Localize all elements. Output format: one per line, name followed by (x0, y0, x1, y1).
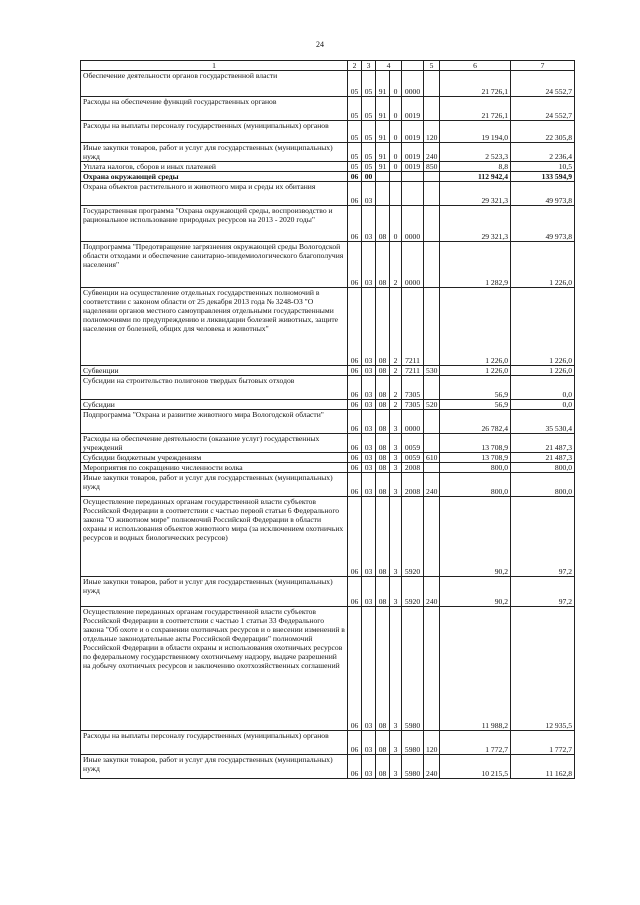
amount-year-2: 35 530,4 (511, 410, 575, 434)
subsection-code: 03 (362, 453, 376, 463)
row-name: Субсидии бюджетным учреждениям (81, 453, 348, 463)
expense-type-code: 240 (424, 577, 440, 607)
section-code: 06 (348, 497, 362, 577)
expense-type-code: 240 (424, 755, 440, 779)
amount-year-2: 21 487,3 (511, 453, 575, 463)
subprogram-code: 2 (390, 242, 402, 288)
expense-type-code (424, 434, 440, 453)
amount-year-1: 8,8 (440, 162, 511, 172)
direction-code (402, 182, 424, 206)
subsection-code: 03 (362, 288, 376, 366)
subsection-code: 03 (362, 400, 376, 410)
subprogram-code: 3 (390, 731, 402, 755)
expense-type-code (424, 497, 440, 577)
row-name: Субвенции на осуществление отдельных государственных полномочий в соответствии с законом области от 25 декабря 2013 года № 3248-ОЗ "О наделении органов местного самоуправления отдельными государственными полномочиями по предупреждению и ликвидации болезней животных, защите населения от болезней, общих для человека и животных" (81, 288, 348, 366)
section-code: 06 (348, 607, 362, 731)
row-name: Субвенции (81, 366, 348, 376)
amount-year-1: 21 726,1 (440, 97, 511, 121)
amount-year-2: 49 973,8 (511, 182, 575, 206)
section-code: 05 (348, 97, 362, 121)
subprogram-code: 2 (390, 376, 402, 400)
direction-code: 5980 (402, 731, 424, 755)
section-code: 06 (348, 463, 362, 473)
program-code: 08 (376, 288, 390, 366)
section-code: 06 (348, 453, 362, 463)
program-code: 08 (376, 453, 390, 463)
program-code (376, 172, 390, 182)
amount-year-1: 90,2 (440, 577, 511, 607)
direction-code: 0000 (402, 71, 424, 97)
row-name: Иные закупки товаров, работ и услуг для государственных (муниципальных) нужд (81, 755, 348, 779)
header-cell: 1 (81, 61, 348, 71)
section-code: 06 (348, 366, 362, 376)
row-name: Расходы на обеспечение деятельности (оказание услуг) государственных учреждений (81, 434, 348, 453)
direction-code: 0019 (402, 97, 424, 121)
row-name: Обеспечение деятельности органов государственной власти (81, 71, 348, 97)
expense-type-code: 120 (424, 731, 440, 755)
program-code: 91 (376, 71, 390, 97)
table-row (81, 162, 575, 172)
direction-code: 2008 (402, 473, 424, 497)
amount-year-2: 97,2 (511, 577, 575, 607)
amount-year-1: 56,9 (440, 400, 511, 410)
table-row (81, 434, 575, 453)
header-cell: 5 (424, 61, 440, 71)
direction-code: 7305 (402, 400, 424, 410)
subprogram-code: 3 (390, 434, 402, 453)
program-code: 08 (376, 497, 390, 577)
section-code: 06 (348, 376, 362, 400)
row-name: Мероприятия по сокращению численности волка (81, 463, 348, 473)
row-name: Охрана окружающей среды (81, 172, 348, 182)
subprogram-code: 2 (390, 288, 402, 366)
direction-code: 0019 (402, 143, 424, 162)
amount-year-2: 1 226,0 (511, 288, 575, 366)
subsection-code: 05 (362, 121, 376, 143)
expense-type-code: 530 (424, 366, 440, 376)
amount-year-2: 49 973,8 (511, 206, 575, 242)
amount-year-1: 1 226,0 (440, 288, 511, 366)
row-name: Подпрограмма "Предотвращение загрязнения окружающей среды Вологодской области отходами и обеспечение санитарно-эпидемиологического благополучия населения" (81, 242, 348, 288)
subsection-code: 03 (362, 242, 376, 288)
table-row (81, 577, 575, 607)
subprogram-code: 3 (390, 473, 402, 497)
amount-year-2: 800,0 (511, 473, 575, 497)
table-row (81, 463, 575, 473)
table-row (81, 143, 575, 162)
section-code: 05 (348, 71, 362, 97)
section-code: 06 (348, 206, 362, 242)
section-code: 05 (348, 143, 362, 162)
direction-code: 0059 (402, 453, 424, 463)
direction-code: 5920 (402, 497, 424, 577)
section-code: 06 (348, 755, 362, 779)
direction-code: 7211 (402, 288, 424, 366)
amount-year-2: 1 226,0 (511, 366, 575, 376)
program-code: 08 (376, 376, 390, 400)
row-name: Осуществление переданных органам государственной власти субъектов Российской Федерации в соответствии с частью 1 статьи 33 Федерального закона "Об охоте и о сохранении охотничьих ресурсов и о внесении изменений в отдельные законодательные акты Российской Федерации" полномочий Российской Федерации в области охраны и использования охотничьих ресурсов по федеральному государственному охотничьему надзору, выдаче разрешений на добычу охотничьих ресурсов и заключению охотхозяйственных соглашений (81, 607, 348, 731)
program-code: 08 (376, 242, 390, 288)
direction-code: 5980 (402, 607, 424, 731)
expense-type-code: 520 (424, 400, 440, 410)
subsection-code: 03 (362, 731, 376, 755)
subprogram-code: 3 (390, 463, 402, 473)
expense-type-code (424, 288, 440, 366)
subsection-code: 03 (362, 577, 376, 607)
direction-code: 0019 (402, 162, 424, 172)
table-row (81, 71, 575, 97)
amount-year-1: 56,9 (440, 376, 511, 400)
row-name: Осуществление переданных органам государственной власти субъектов Российской Федерации в соответствии с частью первой статьи 6 Федерального закона "О животном мире" полномочий Российской Федерации в области охраны и использования объектов животного мира (за исключением охотничьих ресурсов и водных биологических ресурсов) (81, 497, 348, 577)
expense-type-code (424, 172, 440, 182)
subprogram-code: 3 (390, 607, 402, 731)
header-cell: 3 (362, 61, 376, 71)
subprogram-code: 3 (390, 577, 402, 607)
amount-year-2: 1 772,7 (511, 731, 575, 755)
row-name: Уплата налогов, сборов и иных платежей (81, 162, 348, 172)
amount-year-1: 11 988,2 (440, 607, 511, 731)
program-code: 08 (376, 400, 390, 410)
direction-code: 5920 (402, 577, 424, 607)
expense-type-code (424, 182, 440, 206)
amount-year-2: 0,0 (511, 400, 575, 410)
program-code: 08 (376, 434, 390, 453)
amount-year-1: 19 194,0 (440, 121, 511, 143)
expense-type-code (424, 242, 440, 288)
amount-year-1: 2 523,3 (440, 143, 511, 162)
amount-year-2: 2 236,4 (511, 143, 575, 162)
subsection-code: 05 (362, 143, 376, 162)
subsection-code: 00 (362, 172, 376, 182)
subsection-code: 03 (362, 206, 376, 242)
budget-table (80, 60, 575, 779)
amount-year-2: 133 594,9 (511, 172, 575, 182)
amount-year-1: 26 782,4 (440, 410, 511, 434)
row-name: Иные закупки товаров, работ и услуг для государственных (муниципальных) нужд (81, 473, 348, 497)
table-row (81, 376, 575, 400)
subprogram-code: 0 (390, 97, 402, 121)
subprogram-code: 0 (390, 162, 402, 172)
table-row (81, 453, 575, 463)
program-code: 08 (376, 731, 390, 755)
program-code: 08 (376, 755, 390, 779)
amount-year-1: 1 772,7 (440, 731, 511, 755)
expense-type-code: 240 (424, 143, 440, 162)
expense-type-code: 610 (424, 453, 440, 463)
direction-code: 5980 (402, 755, 424, 779)
section-code: 06 (348, 400, 362, 410)
amount-year-2: 800,0 (511, 463, 575, 473)
amount-year-2: 22 305,8 (511, 121, 575, 143)
amount-year-1: 90,2 (440, 497, 511, 577)
amount-year-1: 29 321,3 (440, 182, 511, 206)
row-name: Государственная программа "Охрана окружающей среды, воспроизводство и рациональное использование природных ресурсов на 2013 - 2020 годы" (81, 206, 348, 242)
subsection-code: 05 (362, 162, 376, 172)
table-row (81, 366, 575, 376)
amount-year-2: 24 552,7 (511, 97, 575, 121)
amount-year-2: 24 552,7 (511, 71, 575, 97)
program-code: 08 (376, 607, 390, 731)
subsection-code: 03 (362, 182, 376, 206)
amount-year-2: 10,5 (511, 162, 575, 172)
subsection-code: 03 (362, 473, 376, 497)
amount-year-1: 13 708,9 (440, 434, 511, 453)
table-row (81, 410, 575, 434)
program-code: 08 (376, 206, 390, 242)
direction-code: 0059 (402, 434, 424, 453)
subsection-code: 03 (362, 755, 376, 779)
direction-code: 0000 (402, 410, 424, 434)
subprogram-code: 0 (390, 143, 402, 162)
amount-year-2: 11 162,8 (511, 755, 575, 779)
subprogram-code: 3 (390, 755, 402, 779)
direction-code: 0019 (402, 121, 424, 143)
amount-year-1: 10 215,5 (440, 755, 511, 779)
amount-year-1: 21 726,1 (440, 71, 511, 97)
expense-type-code: 120 (424, 121, 440, 143)
row-name: Субсидии (81, 400, 348, 410)
row-name: Подпрограмма "Охрана и развитие животного мира Вологодской области" (81, 410, 348, 434)
subsection-code: 05 (362, 71, 376, 97)
table-row (81, 607, 575, 731)
subprogram-code (390, 172, 402, 182)
table-row (81, 121, 575, 143)
row-name: Иные закупки товаров, работ и услуг для государственных (муниципальных) нужд (81, 577, 348, 607)
table-row (81, 755, 575, 779)
subsection-code: 05 (362, 97, 376, 121)
header-cell: 6 (440, 61, 511, 71)
program-code: 91 (376, 121, 390, 143)
program-code: 91 (376, 143, 390, 162)
program-code: 91 (376, 162, 390, 172)
table-row (81, 182, 575, 206)
amount-year-2: 21 487,3 (511, 434, 575, 453)
subprogram-code (390, 182, 402, 206)
program-code: 08 (376, 410, 390, 434)
subsection-code: 03 (362, 376, 376, 400)
section-code: 06 (348, 410, 362, 434)
subprogram-code: 2 (390, 400, 402, 410)
header-row (81, 61, 575, 71)
subprogram-code: 0 (390, 206, 402, 242)
expense-type-code: 240 (424, 473, 440, 497)
program-code: 91 (376, 97, 390, 121)
row-name: Субсидии на строительство полигонов твердых бытовых отходов (81, 376, 348, 400)
header-cell (402, 61, 424, 71)
row-name: Расходы на выплаты персоналу государственных (муниципальных) органов (81, 731, 348, 755)
section-code: 06 (348, 473, 362, 497)
expense-type-code (424, 607, 440, 731)
table-row (81, 242, 575, 288)
program-code: 08 (376, 473, 390, 497)
amount-year-1: 800,0 (440, 473, 511, 497)
direction-code: 7211 (402, 366, 424, 376)
row-name: Охрана объектов растительного и животного мира и среды их обитания (81, 182, 348, 206)
table-row (81, 400, 575, 410)
amount-year-2: 1 226,0 (511, 242, 575, 288)
expense-type-code (424, 71, 440, 97)
section-code: 06 (348, 182, 362, 206)
expense-type-code (424, 97, 440, 121)
subsection-code: 03 (362, 434, 376, 453)
row-name: Иные закупки товаров, работ и услуг для государственных (муниципальных) нужд (81, 143, 348, 162)
section-code: 06 (348, 577, 362, 607)
amount-year-1: 112 942,4 (440, 172, 511, 182)
direction-code: 7305 (402, 376, 424, 400)
table-row (81, 172, 575, 182)
section-code: 06 (348, 731, 362, 755)
section-code: 06 (348, 242, 362, 288)
amount-year-1: 29 321,3 (440, 206, 511, 242)
table-row (81, 731, 575, 755)
expense-type-code: 850 (424, 162, 440, 172)
program-code: 08 (376, 577, 390, 607)
table-row (81, 206, 575, 242)
section-code: 05 (348, 162, 362, 172)
direction-code: 0000 (402, 242, 424, 288)
row-name: Расходы на выплаты персоналу государственных (муниципальных) органов (81, 121, 348, 143)
program-code (376, 182, 390, 206)
amount-year-2: 97,2 (511, 497, 575, 577)
row-name: Расходы на обеспечение функций государственных органов (81, 97, 348, 121)
amount-year-1: 1 282,9 (440, 242, 511, 288)
expense-type-code (424, 206, 440, 242)
subprogram-code: 3 (390, 497, 402, 577)
program-code: 08 (376, 463, 390, 473)
subsection-code: 03 (362, 497, 376, 577)
amount-year-2: 12 935,5 (511, 607, 575, 731)
header-cell: 2 (348, 61, 362, 71)
expense-type-code (424, 463, 440, 473)
subprogram-code: 0 (390, 71, 402, 97)
table-row (81, 497, 575, 577)
program-code: 08 (376, 366, 390, 376)
direction-code: 0000 (402, 206, 424, 242)
header-cell: 4 (376, 61, 402, 71)
subprogram-code: 3 (390, 410, 402, 434)
expense-type-code (424, 376, 440, 400)
subsection-code: 03 (362, 410, 376, 434)
table-row (81, 473, 575, 497)
subsection-code: 03 (362, 366, 376, 376)
direction-code (402, 172, 424, 182)
amount-year-1: 13 708,9 (440, 453, 511, 463)
subprogram-code: 0 (390, 121, 402, 143)
table-row (81, 288, 575, 366)
subprogram-code: 3 (390, 453, 402, 463)
expense-type-code (424, 410, 440, 434)
table-row (81, 97, 575, 121)
subsection-code: 03 (362, 463, 376, 473)
amount-year-2: 0,0 (511, 376, 575, 400)
amount-year-1: 800,0 (440, 463, 511, 473)
header-cell: 7 (511, 61, 575, 71)
section-code: 06 (348, 434, 362, 453)
direction-code: 2008 (402, 463, 424, 473)
section-code: 06 (348, 288, 362, 366)
section-code: 06 (348, 172, 362, 182)
amount-year-1: 1 226,0 (440, 366, 511, 376)
subprogram-code: 2 (390, 366, 402, 376)
page-number: 24 (316, 40, 324, 49)
subsection-code: 03 (362, 607, 376, 731)
section-code: 05 (348, 121, 362, 143)
